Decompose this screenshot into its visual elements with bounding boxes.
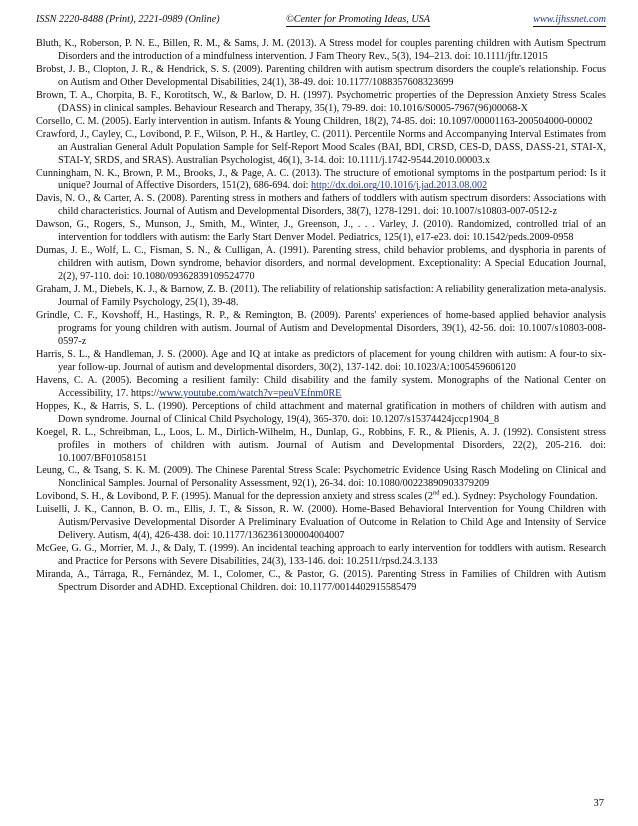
reference-entry [36,375,606,401]
publisher-notice: ©Center for Promoting Ideas, USA [286,14,431,25]
reference-entry [36,193,606,219]
reference-entry [36,38,606,64]
reference-text: Miranda, A., Tárraga, R., Fernández, M. I., Colomer, C., & Pastor, G. (2015). Parenting Stress in Families of Children with Autism Spectrum Disorder and ADHD. Exceptional Children. doi: 10.1177/0014402915585479 [36,569,606,594]
reference-text: Dumas, J. E., Wolf, L. C., Fisman, S. N., & Culligan, A. (1991). Parenting stress, child behavior problems, and dysphoria in parents of children with autism, Down syndrome, behavior disorders, and normal development. Exceptionality: A Special Education Journal, 2(2), 97-110. doi: 10.1080/09362839109524770 [36,245,606,283]
reference-text: Dawson, G., Rogers, S., Munson, J., Smith, M., Winter, J., Greenson, J., . . . Varley, J. (2010). Randomized, controlled trial of an intervention for toddlers with autism: the Early Start Denver Model. Pediatrics, 125(1), e17-e23. doi: 10.1542/peds.2009-0958 [36,219,606,244]
reference-list [36,38,606,595]
reference-text: Koegel, R. L., Schreibman, L., Loos, L. M., Dirlich-Wilhelm, H., Dunlap, G., Robbins, F. R., & Plienis, A. J. (1992). Consistent stress profiles in mothers of children with autism. Journal of Autism and Developmental Disorders, 22(2), 205-216. doi: 10.1007/BF01058151 [36,426,606,464]
reference-entry [36,129,606,168]
reference-text-continued: ed.). Sydney: Psychology Foundation. [439,491,598,503]
journal-url-link[interactable]: www.ijhssnet.com [533,14,606,25]
reference-text: Brobst, J. B., Clopton, J. R., & Hendrick, S. S. (2009). Parenting children with autism spectrum disorders the couple's relationship. Focus on Autism and Other Developmental Disabilities, 24(1), 38-49. doi: 10.1177/1088357608323699 [36,63,606,88]
reference-text: McGee, G. G., Morrier, M. J., & Daly, T. (1999). An incidental teaching approach to early intervention for toddlers with autism. Research and Practice for Persons with Severe Disabilities, 24(3), 133-146. doi: 10.2511/rpsd.24.3.133 [36,543,606,568]
reference-link[interactable]: www.youtube.com/watch?v=peuVEfnm0RE [159,387,342,399]
reference-entry [36,491,606,504]
reference-entry [36,245,606,284]
reference-entry [36,427,606,466]
running-header [36,14,606,30]
reference-text: Grindle, C. F., Kovshoff, H., Hastings, R. P., & Remington, B. (2009). Parents' experiences of home-based applied behavior analysis programs for young children with autism. Journal of Autism and Developmental Disorders, 39(1), 42-56. doi: 10.1007/s10803-008-0597-z [36,310,606,347]
reference-text: Crawford, J., Cayley, C., Lovibond, P. F., Wilson, P. H., & Hartley, C. (2011). Percentile Norms and Accompanying Interval Estimates from an Australian General Adult Population Sample for Self-Report Mood Scales (BAI, BDI, CRSD, CES-D, DASS, DASS-21, STAI-X, STAI-Y, SRDS, and SRAS). Australian Psychologist, 46(1), 3-14. doi: 10.1111/j.1742-9544.2010.00003.x [36,128,606,166]
reference-text: Luiselli, J. K., Cannon, B. O. m., Ellis, J. T., & Sisson, R. W. (2000). Home-Based Behavioral Intervention for Young Children with Autism/Pervasive Developmental Disorder A Preliminary Evaluation of Outcome in Relation to Child Age and Intensity of Service Delivery. Autism, 4(4), 426-438. doi: 10.1177/1362361300004004007 [36,504,606,542]
reference-text: Havens, C. A. (2005). Becoming a resilient family: Child disability and the family system. Monographs of the National Center on Accessibility, 17. https:// [36,374,606,399]
reference-entry [36,219,606,245]
reference-text: Davis, N. O., & Carter, A. S. (2008). Parenting stress in mothers and fathers of toddlers with autism spectrum disorders: Associations with child characteristics. Journal of Autism and Developmental Disorders, 38(7), 1278-1291. doi: 10.1007/s10803-007-0512-z [36,193,606,218]
reference-entry [36,349,606,375]
page-number: 37 [593,798,604,809]
reference-entry [36,310,606,349]
reference-entry [36,543,606,569]
reference-entry [36,116,606,129]
reference-text: Bluth, K., Roberson, P. N. E., Billen, R. M., & Sams, J. M. (2013). A Stress model for couples parenting children with Autism Spectrum Disorders and the introduction of a mindfulness intervention. J Fam Theory Rev., 5(3), 194–213. doi: 10.1111/jftr.12015 [36,38,606,62]
journal-issn: ISSN 2220-8488 (Print), 2221-0989 (Online) [36,14,220,25]
reference-text: Brown, T. A., Chorpita, B. F., Korotitsch, W., & Barlow, D. H. (1997). Psychometric properties of the Depression Anxiety Stress Scales (DASS) in clinical samples. Behaviour Research and Therapy, 35(1), 79-89. doi: 10.1016/S0005-7967(96)00068-X [36,89,606,114]
reference-text: Harris, S. L., & Handleman, J. S. (2000). Age and IQ at intake as predictors of placement for young children with autism: A four-to six-year follow-up. Journal of autism and developmental disorders, 30(2), 137-142. doi: 10.1023/A:1005459606120 [36,348,606,373]
reference-entry [36,90,606,116]
reference-entry [36,284,606,310]
reference-link[interactable]: http://dx.doi.org/10.1016/j.jad.2013.08.002 [311,180,488,192]
reference-entry [36,465,606,491]
reference-text: Leung, C., & Tsang, S. K. M. (2009). The Chinese Parental Stress Scale: Psychometric Evidence Using Rasch Modeling on Clinical and Nonclinical Samples. Journal of Personality Assessment, 92(1), 26-34. doi: 10.1080/00223890903379209 [36,465,606,490]
reference-text: Lovibond, S. H., & Lovibond, P. F. (1995). Manual for the depression anxiety and stress scales (2 [36,491,434,503]
reference-entry [36,504,606,543]
reference-entry [36,168,606,194]
reference-text: Cunningham, N. K., Brown, P. M., Brooks, J., & Page, A. C. (2013). The structure of emotional symptoms in the postpartum period: Is it unique? Journal of Affective Disorders, 151(2), 686-694. doi: [36,167,606,192]
reference-entry [36,569,606,595]
reference-text: Corsello, C. M. (2005). Early intervention in autism. Infants & Young Children, 18(2), 74-85. doi: 10.1097/00001163-200504000-00002 [36,115,593,127]
reference-entry [36,64,606,90]
superscript: nd [433,489,440,497]
reference-text: Graham, J. M., Diebels, K. J., & Barnow, Z. B. (2011). The reliability of relationship satisfaction: A reliability generalization meta-analysis. Journal of Family Psychology, 25(1), 39-48. [36,284,606,309]
reference-entry [36,401,606,427]
reference-text: Hoppes, K., & Harris, S. L. (1990). Perceptions of child attachment and maternal gratification in mothers of children with autism and Down syndrome. Journal of Clinical Child Psychology, 19(4), 365-370. doi: 10.1207/s15374424jccp1904_8 [36,400,606,425]
